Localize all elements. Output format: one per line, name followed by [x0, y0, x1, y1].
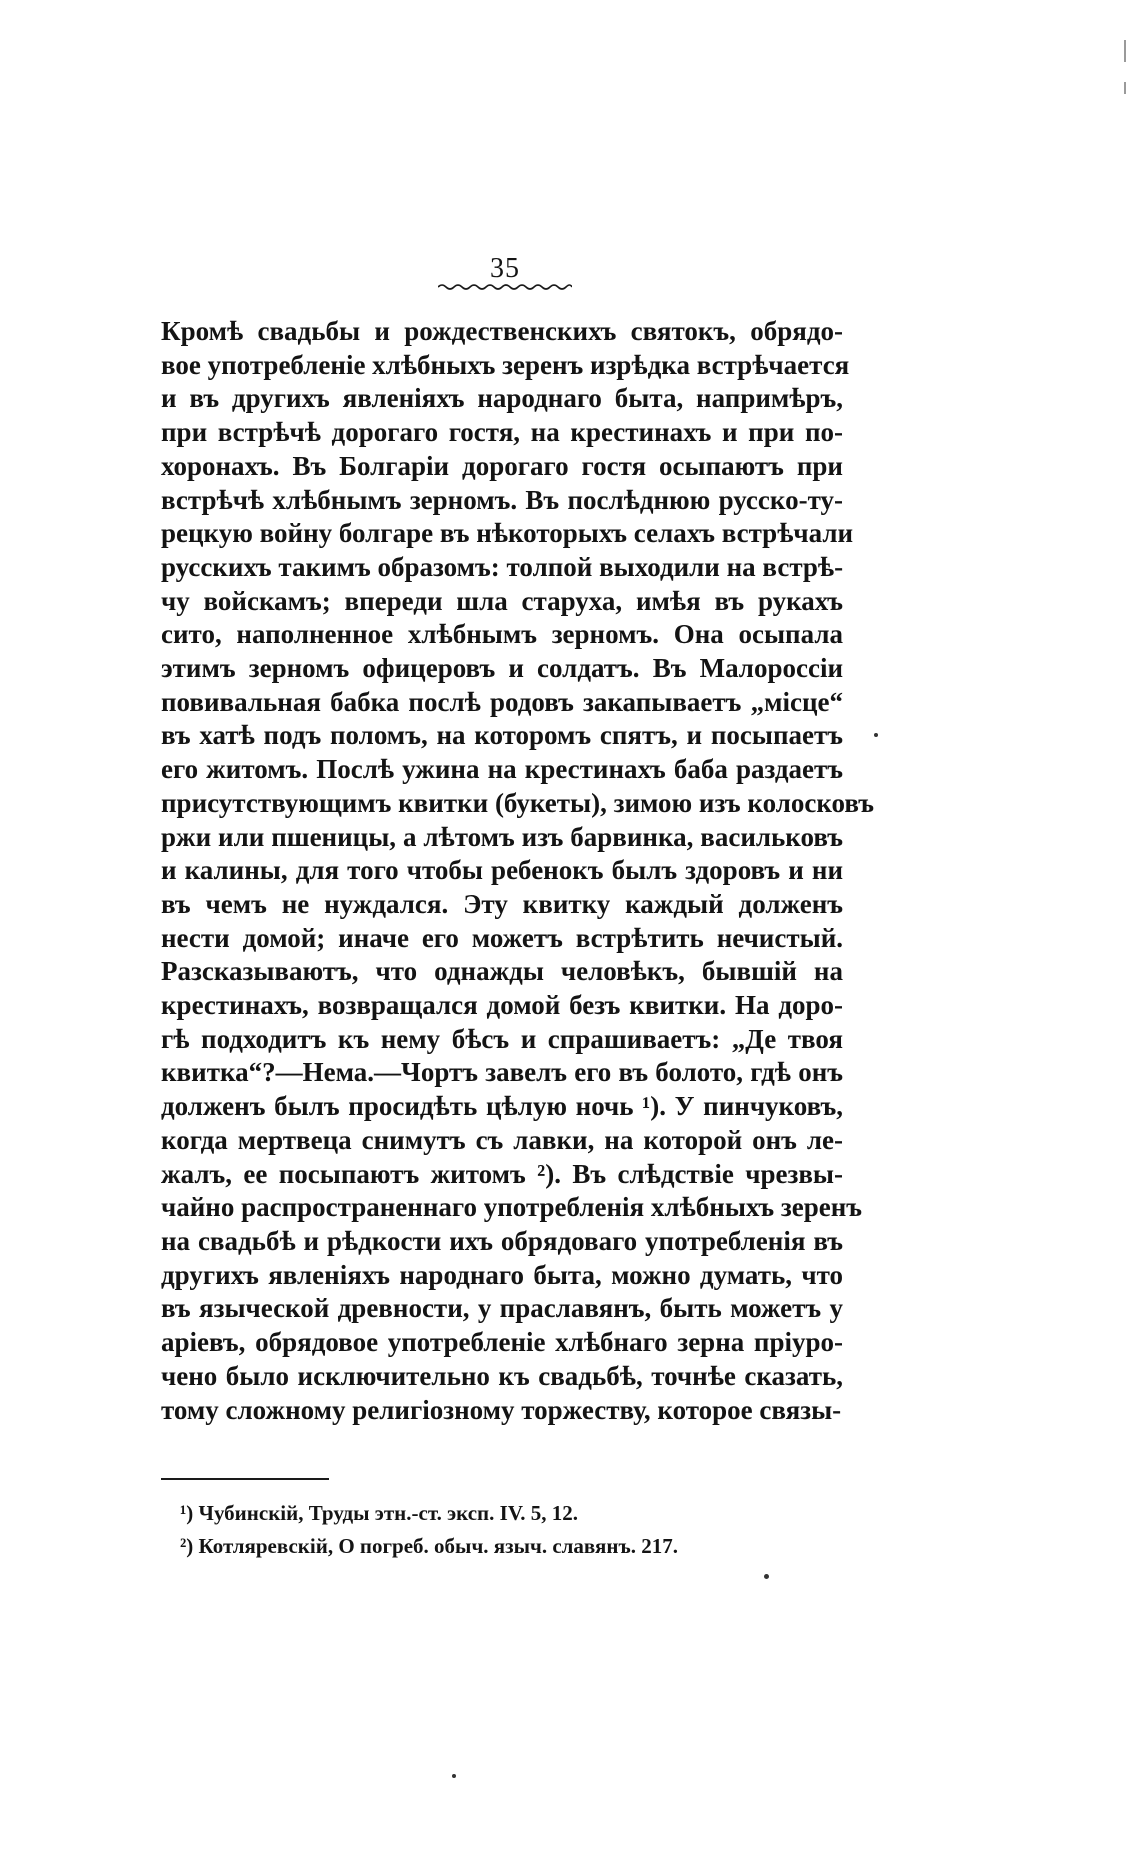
page-number: 35	[490, 253, 520, 284]
text-line: Разсказываютъ, что однажды человѣкъ, бывшій на	[161, 956, 843, 987]
text-line: крестинахъ, возвращался домой безъ квитки. На доро-	[161, 990, 843, 1021]
text-line: въ хатѣ подъ поломъ, на которомъ спятъ, и посыпаетъ	[161, 720, 843, 751]
text-line: долженъ былъ просидѣть цѣлую ночь ¹). У пинчуковъ,	[161, 1091, 843, 1122]
text-line: встрѣчѣ хлѣбнымъ зерномъ. Въ послѣднюю русско-ту-	[161, 484, 843, 515]
text-line: тому сложному религіозному торжеству, которое связы-	[161, 1394, 842, 1425]
text-line: другихъ явленіяхъ народнаго быта, можно думать, что	[161, 1259, 843, 1290]
text-line: чено было исключительно къ свадьбѣ, точнѣе сказать,	[161, 1360, 843, 1391]
scan-speck	[764, 1574, 769, 1579]
text-line: въ чемъ не нуждался. Эту квитку каждый долженъ	[161, 888, 843, 919]
text-line: въ языческой древности, у праславянъ, быть можетъ у	[161, 1293, 843, 1324]
text-line: повивальная бабка послѣ родовъ закапываетъ „місце“	[161, 686, 843, 717]
text-line: гѣ подходитъ къ нему бѣсъ и спрашиваетъ: „Де твоя	[161, 1023, 843, 1054]
text-line: аріевъ, обрядовое употребленіе хлѣбнаго зерна пріуро-	[161, 1327, 843, 1358]
text-line: его житомъ. Послѣ ужина на крестинахъ баба раздаетъ	[161, 754, 843, 785]
footnote: ¹) Чубинскій, Труды этн.-ст. эксп. IV. 5, 12.	[180, 1501, 579, 1525]
text-line: Кромѣ свадьбы и рождественскихъ святокъ, обрядо-	[161, 316, 843, 346]
text-line: и калины, для того чтобы ребенокъ былъ здоровъ и ни	[161, 855, 843, 886]
text-line: на свадьбѣ и рѣдкости ихъ обрядоваго употребленія въ	[161, 1225, 843, 1256]
scan-edge-mark	[1124, 82, 1126, 94]
footnotes	[180, 1497, 820, 1563]
scan-speck	[874, 733, 878, 737]
page-number-ornament	[438, 282, 572, 292]
text-line: этимъ зерномъ офицеровъ и солдатъ. Въ Малороссіи	[161, 653, 843, 684]
text-line: и въ другихъ явленіяхъ народнаго быта, напримѣръ,	[161, 383, 843, 414]
text-line: когда мертвеца снимутъ съ лавки, на которой онъ ле-	[161, 1124, 843, 1155]
text-line: чу войскамъ; впереди шла старуха, имѣя въ рукахъ	[161, 585, 843, 616]
text-line: жалъ, ее посыпаютъ житомъ ²). Въ слѣдствіе чрезвы-	[161, 1158, 843, 1189]
text-line: вое употребленіе хлѣбныхъ зеренъ изрѣдка встрѣчается	[161, 349, 850, 380]
main-text	[161, 315, 875, 1427]
text-line: русскихъ такимъ образомъ: толпой выходили на встрѣ-	[161, 551, 844, 582]
text-line: нести домой; иначе его можетъ встрѣтить нечистый.	[161, 922, 843, 953]
text-line: квитка“?—Нема.—Чортъ завелъ его въ болото, гдѣ онъ	[161, 1057, 843, 1088]
text-line: ржи или пшеницы, а лѣтомъ изъ барвинка, васильковъ	[161, 821, 843, 852]
text-line: при встрѣчѣ дорогаго гостя, на крестинахъ и при по-	[161, 417, 843, 448]
scan-speck	[452, 1774, 456, 1778]
footnote: ²) Котляревскій, О погреб. обыч. языч. славянъ. 217.	[180, 1534, 678, 1558]
scan-edge-mark	[1124, 40, 1126, 62]
text-line: рецкую войну болгаре въ нѣкоторыхъ селахъ встрѣчали	[161, 518, 854, 549]
text-line: хоронахъ. Въ Болгаріи дорогаго гостя осыпаютъ при	[161, 450, 843, 481]
footnote-divider	[161, 1478, 329, 1480]
text-line: присутствующимъ квитки (букеты), зимою изъ колосковъ	[161, 787, 875, 818]
text-line: сито, наполненное хлѣбнымъ зерномъ. Она осыпала	[161, 619, 843, 650]
text-line: чайно распространеннаго употребленія хлѣбныхъ зеренъ	[161, 1192, 862, 1223]
